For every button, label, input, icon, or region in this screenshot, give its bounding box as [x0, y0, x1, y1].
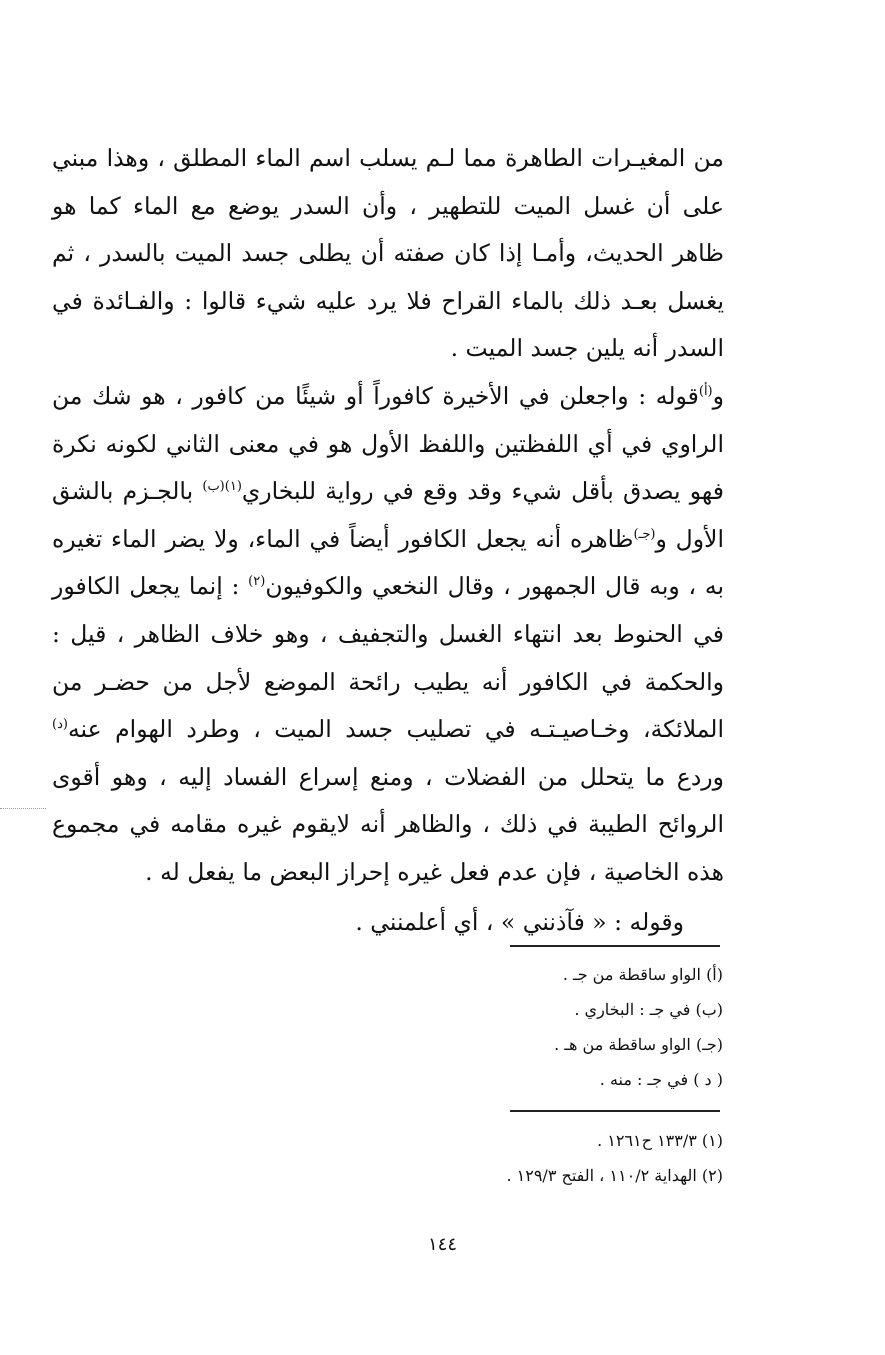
paragraph-2-text: وردع ما يتحلل من الفضلات ، ومنع إسراع الفساد إليه ، وهو أقوى الروائح الطيبة في ذلك ، والظاهر أنه لايقوم غيره مقامه في مجموع هذه الخاصية ، فإن عدم فعل غيره إحراز البعض ما يفعل له .: [52, 762, 724, 886]
variant-note: (جـ) الواو ساقطة من هـ .: [554, 1035, 723, 1054]
footnote-ref-2: (٢): [248, 574, 266, 590]
footnote-separator-sources: [510, 1110, 720, 1112]
variant-note: ( د ) في جـ : منه .: [599, 1070, 723, 1089]
paragraph-2-text: : إنما يجعل الكافور في الحنوط بعد انتهاء الغسل والتجفيف ، وهو خلاف الظاهر ، قيل : والحكمة في الكافور أنه يطيب رائحة الموضع لأجل من حضـر من الملائكة، وخـاصيـتـه في تصليب جسد الميت ، وطرد الهوام عنه: [52, 572, 724, 744]
footnote-ref-a: (أ): [698, 384, 713, 400]
paragraph-2-text: قوله : واجعلن في الأخيرة كافوراً أو شيئًا من كافور ، هو شك من الراوي في أي اللفظتين واللفظ الأول هو في معنى الثاني لكونه نكرة فهو يصدق بأقل شيء وقد وقع في رواية للبخاري: [52, 381, 725, 506]
source-note: (٢) الهداية ١١٠/٢ ، الفتح ١٢٩/٣ .: [506, 1166, 723, 1185]
paragraph-2-text: بالجـزم بالشق الأول و: [52, 477, 724, 553]
footnote-ref-c: (جـ): [633, 526, 656, 542]
paragraph-2-text: ظاهره أنه يجعل الكافور أيضاً في الماء، ولا يضر الماء تغيره به ، وبه قال الجمهور ، وقال النخعي والكوفيون: [52, 524, 724, 601]
main-text: [52, 135, 724, 946]
page-number: ١٤٤: [427, 1234, 457, 1255]
paragraph-2-text: و: [712, 381, 724, 410]
margin-mark: [0, 808, 46, 809]
paragraph-2: [52, 373, 724, 897]
footnote-separator-variants: [510, 945, 720, 947]
variant-note: (أ) الواو ساقطة من جـ .: [562, 965, 723, 984]
source-notes: [203, 1123, 723, 1193]
paragraph-3: وقوله : « فآذنني » ، أي أعلمنني .: [355, 907, 684, 936]
footnote-ref-1b: (١)(ب): [202, 479, 242, 495]
source-note: (١) ١٣٣/٣ ح١٢٦١ .: [597, 1131, 723, 1150]
variant-note: (ب) في جـ : البخاري .: [574, 1000, 723, 1019]
paragraph-1: من المغيـرات الطاهرة مما لـم يسلب اسم الماء المطلق ، وهذا مبني على أن غسل الميت للتطهير ، وأن السدر يوضع مع الماء كما هو ظاهر الحديث، وأمـا إذا كان صفته أن يطلى جسد الميت بالسدر ، ثم يغسل بعـد ذلك بالماء القراح فلا يرد عليه شيء قالوا : والفـائدة في السدر أنه يلين جسد الميت .: [52, 144, 724, 363]
variant-notes: [203, 957, 723, 1097]
footnote-ref-d: (د): [52, 717, 68, 733]
